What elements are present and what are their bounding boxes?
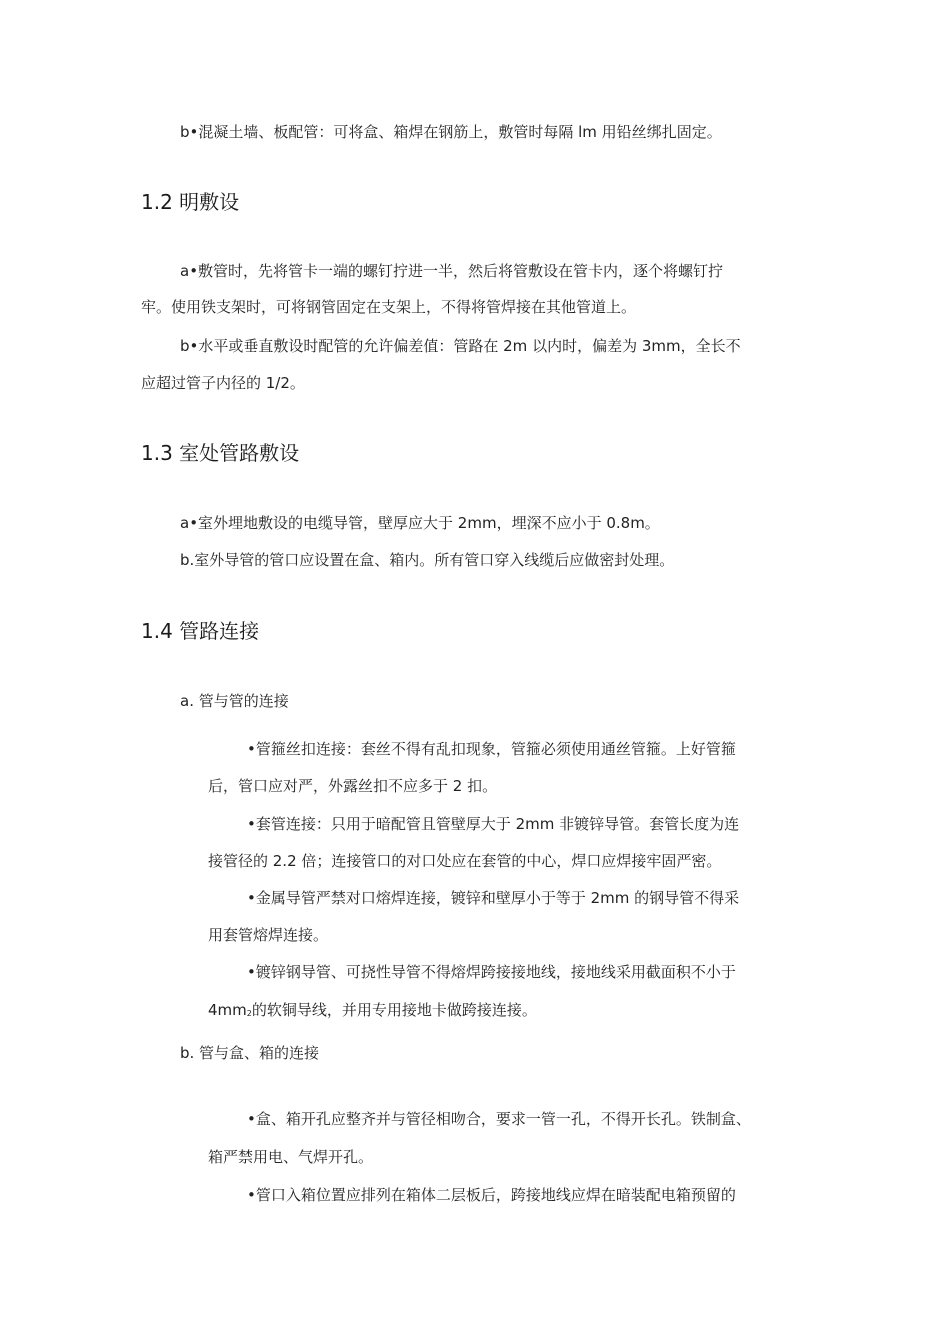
item-a4-unit-subscript: 2 [246, 1009, 252, 1018]
paragraph-1-2-a-line2: 牢。使用铁支架时，可将钢管固定在支架上，不得将管焊接在其他管道上。 [141, 298, 637, 316]
heading-1-4: 1.4 管路连接 [141, 619, 260, 643]
item-a4-rest: 的软铜导线，并用专用接地卡做跨接连接。 [251, 1001, 537, 1019]
paragraph-1-2-b-line1: b•水平或垂直敷设时配管的允许偏差值：管路在 2m 以内时，偏差为 3mm，全长不 [180, 337, 741, 355]
item-a1-line1: •管箍丝扣连接：套丝不得有乱扣现象，管箍必须使用通丝管箍。上好管箍 [247, 740, 736, 758]
item-a1-line2: 后，管口应对严，外露丝扣不应多于 2 扣。 [208, 777, 498, 795]
subheading-b: b. 管与盒、箱的连接 [180, 1044, 320, 1062]
item-a4-unit: 4mm [208, 1001, 247, 1019]
item-a3-line2: 用套管熔焊连接。 [208, 926, 329, 944]
item-a4-line2 [208, 1000, 537, 1024]
item-a2-line2: 接管径的 2.2 倍；连接管口的对口处应在套管的中心，焊口应焊接牢固严密。 [208, 852, 722, 870]
item-a3-line1: •金属导管严禁对口熔焊连接，镀锌和壁厚小于等于 2mm 的钢导管不得采 [247, 889, 740, 907]
item-a2-line1: •套管连接：只用于暗配管且管壁厚大于 2mm 非镀锌导管。套管长度为连 [247, 815, 740, 833]
paragraph-1-2-a-line1: a•敷管时，先将管卡一端的螺钉拧进一半，然后将管敷设在管卡内，逐个将螺钉拧 [180, 262, 724, 280]
paragraph-1-3-a: a•室外埋地敷设的电缆导管，壁厚应大于 2mm，埋深不应小于 0.8m。 [180, 514, 660, 532]
paragraph-1-3-b: b.室外导管的管口应设置在盒、箱内。所有管口穿入线缆后应做密封处理。 [180, 551, 675, 569]
heading-1-2: 1.2 明敷设 [141, 190, 240, 214]
heading-1-3: 1.3 室处管路敷设 [141, 441, 300, 465]
item-b1-line2: 箱严禁用电、气焊开孔。 [208, 1148, 374, 1166]
paragraph-1-2-b-line2: 应超过管子内径的 1/2。 [141, 374, 305, 392]
item-a4-line1: •镀锌钢导管、可挠性导管不得熔焊跨接接地线，接地线采用截面积不小于 [247, 963, 736, 981]
item-b2-line1: •管口入箱位置应排列在箱体二层板后，跨接地线应焊在暗装配电箱预留的 [247, 1186, 736, 1204]
subheading-a: a. 管与管的连接 [180, 692, 289, 710]
paragraph-concrete-wall: b•混凝土墙、板配管：可将盒、箱焊在钢筋上，敷管时每隔 lm 用铅丝绑扎固定。 [180, 123, 722, 141]
item-b1-line1: •盒、箱开孔应整齐并与管径相吻合，要求一管一孔，不得开长孔。铁制盒、 [247, 1110, 751, 1128]
